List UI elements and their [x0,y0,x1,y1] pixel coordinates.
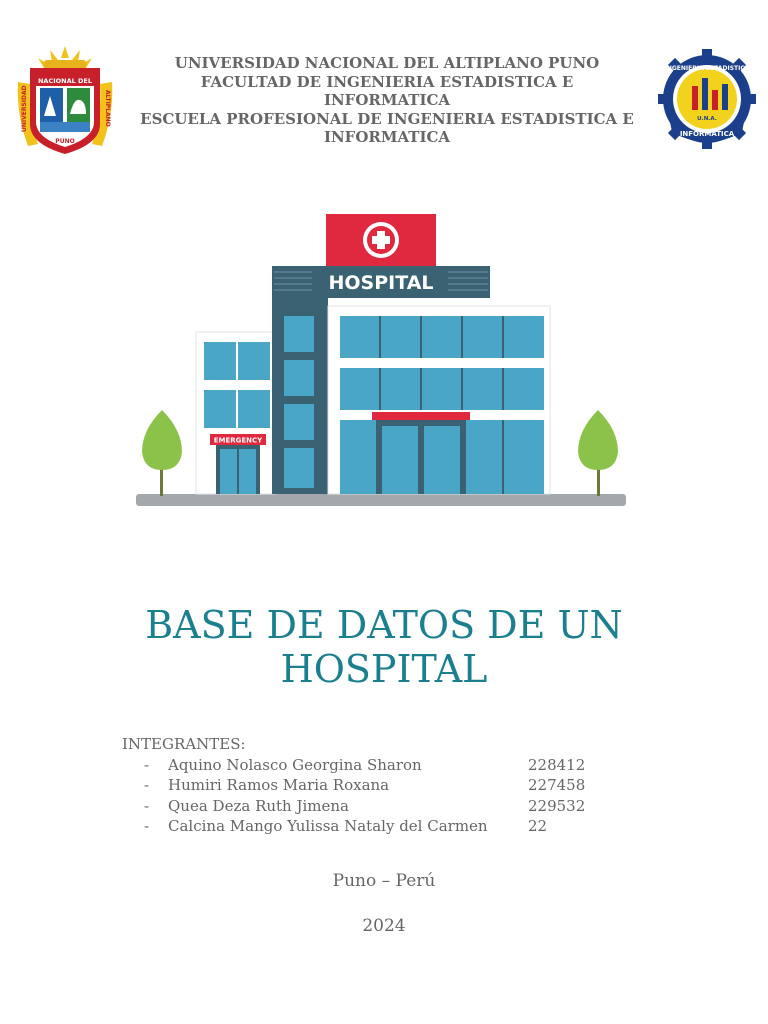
tree-left-icon [142,410,182,496]
member-code: 22 [528,817,548,835]
list-item: - Calcina Mango Yulissa Nataly del Carmen 22 [144,817,548,835]
member-name: Calcina Mango Yulissa Nataly del Carmen [168,817,488,835]
gear-center-label: U.N.A. [697,116,717,122]
crest-right-label: ALTIPLANO [104,90,111,127]
document-title [84,603,684,691]
university-crest-logo [14,44,116,156]
title-line-2: HOSPITAL [280,647,488,691]
tree-right-icon [578,410,618,496]
members-section [122,734,642,837]
gear-ribbon-label: INFORMATICA [679,130,735,138]
crest-bottom-label: PUNO [55,138,75,145]
member-code: 227458 [528,776,586,794]
list-item: - Aquino Nolasco Georgina Sharon 228412 [144,755,586,774]
members-heading: INTEGRANTES: [122,735,246,753]
member-code: 228412 [528,755,586,774]
member-name: Quea Deza Ruth Jimena [168,796,349,815]
year-text: 2024 [362,916,406,936]
school-name-line1: ESCUELA PROFESIONAL DE INGENIERIA ESTADISTICA E [140,109,634,128]
hospital-building-illustration [136,212,628,512]
location-text: Puno – Perú [332,871,436,891]
title-line-1: BASE DE DATOS DE UN [145,603,623,647]
crest-banner-text: NACIONAL DEL [37,77,93,85]
hospital-sign: HOSPITAL [328,272,434,294]
medical-cross-icon [363,222,399,258]
list-item: - Humiri Ramos Maria Roxana 227458 [144,776,586,794]
school-name-line2: INFORMATICA [323,128,451,146]
ground-strip [136,494,626,506]
faculty-name-line1: FACULTAD DE INGENIERIA ESTADISTICA E [200,72,574,91]
institution-header [130,54,644,147]
member-name: Humiri Ramos Maria Roxana [168,776,390,794]
list-item: - Quea Deza Ruth Jimena 229532 [144,796,586,815]
gear-ring-label: INGENIERIA ESTADISTICA [664,65,750,72]
crest-left-label: UNIVERSIDAD [21,85,28,132]
member-name: Aquino Nolasco Georgina Sharon [168,755,422,774]
faculty-name-line2: INFORMATICA [323,91,451,109]
engineering-gear-logo [658,48,756,150]
member-code: 229532 [528,796,586,815]
emergency-sign: EMERGENCY [213,436,263,445]
university-name: UNIVERSIDAD NACIONAL DEL ALTIPLANO PUNO [174,54,600,72]
